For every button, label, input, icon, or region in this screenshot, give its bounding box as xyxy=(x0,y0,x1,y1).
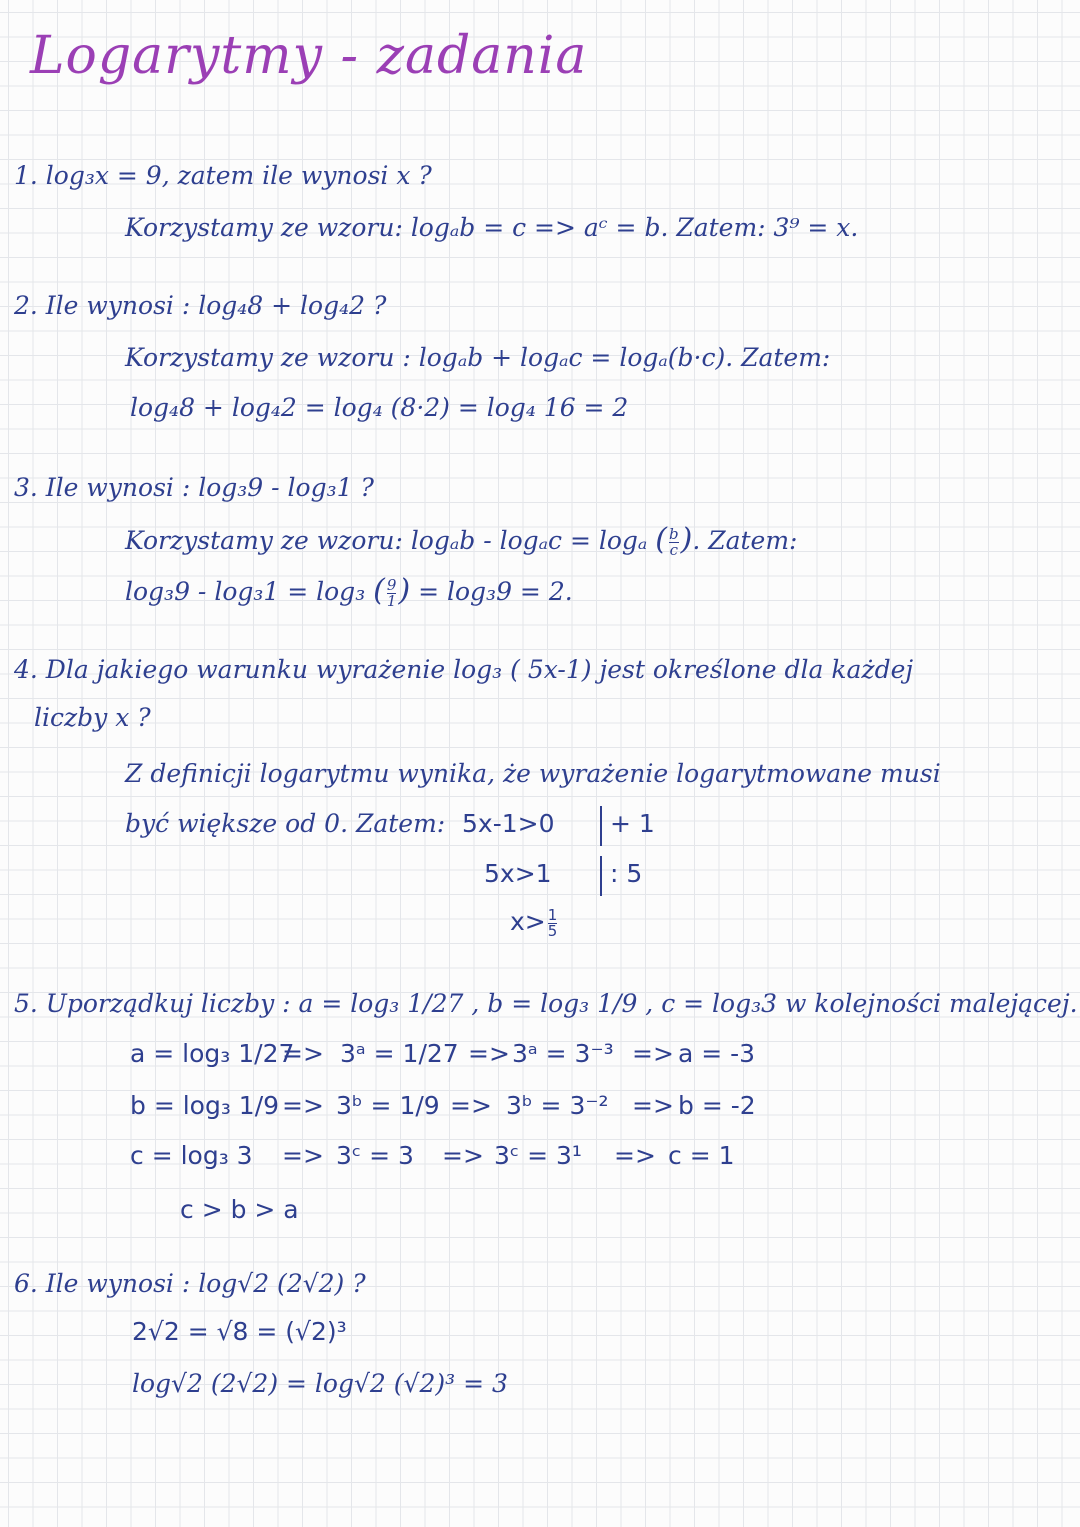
task4-question-line2: liczby x ? xyxy=(34,703,151,732)
row-a-power: 3ᵃ = 3⁻³ xyxy=(512,1039,614,1068)
row-c-arrow-3: => xyxy=(614,1141,656,1170)
task3-question: 3. Ile wynosi : log₃9 - log₃1 ? xyxy=(14,473,374,502)
row-b-arrow-2: => xyxy=(450,1091,492,1120)
task6-step1: 2√2 = √8 = (√2)³ xyxy=(132,1317,347,1346)
row-b-result: b = -2 xyxy=(678,1091,756,1120)
task2-formula: Korzystamy ze wzoru : logₐb + logₐc = logₐ(b·c). Zatem: xyxy=(125,343,831,372)
row-b-exp: 3ᵇ = 1/9 xyxy=(336,1091,440,1120)
task4-explain-line1: Z definicji logarytmu wynika, że wyrażenie logarytmowane musi xyxy=(125,759,941,788)
task3-formula-fraction xyxy=(669,527,679,558)
row-b-def: b = log₃ 1/9 xyxy=(130,1091,280,1120)
task3-calc: log₃9 - log₃1 = log₃ ( $\frac{9}{1}$ ) = log₃9 = 2. xyxy=(125,573,573,610)
task1-solution: Korzystamy ze wzoru: logₐb = c => aᶜ = b. Zatem: 3⁹ = x. xyxy=(125,213,859,242)
row-a-arrow-2: => xyxy=(468,1039,510,1068)
task3-formula-end: . Zatem: xyxy=(692,526,798,555)
row-c-result: c = 1 xyxy=(668,1141,735,1170)
task3-calc-end: = log₃9 = 2. xyxy=(418,577,573,606)
task6-step2: log√2 (2√2) = log√2 (√2)³ = 3 xyxy=(132,1369,508,1398)
task4-op1: + 1 xyxy=(610,809,655,838)
row-c-exp: 3ᶜ = 3 xyxy=(336,1141,414,1170)
row-a-result: a = -3 xyxy=(678,1039,756,1068)
row-b-power: 3ᵇ = 3⁻² xyxy=(506,1091,609,1120)
page-title: Logarytmy - zadania xyxy=(30,26,588,86)
task4-divider-1 xyxy=(600,806,602,846)
task4-divider-2 xyxy=(600,856,602,896)
task2-question: 2. Ile wynosi : log₄8 + log₄2 ? xyxy=(14,291,387,320)
task2-calc: log₄8 + log₄2 = log₄ (8·2) = log₄ 16 = 2 xyxy=(130,393,629,422)
fraction-denominator: 1 xyxy=(386,592,397,610)
task5-order: c > b > a xyxy=(180,1195,299,1224)
row-b-arrow-1: => xyxy=(282,1091,324,1120)
row-c-arrow-1: => xyxy=(282,1141,324,1170)
task3-formula: Korzystamy ze wzoru: logₐb - logₐc = logₐ ( $\frac{b}{c}$ ). Zatem: xyxy=(125,522,798,559)
fraction-numerator: 1 xyxy=(547,905,558,924)
row-c-def: c = log₃ 3 xyxy=(130,1141,253,1170)
task4-explain-line2: być większe od 0. Zatem: xyxy=(125,809,446,838)
task3-calc-start: log₃9 - log₃1 = log₃ xyxy=(125,577,366,606)
fraction-numerator: b xyxy=(669,525,679,543)
task6-question: 6. Ile wynosi : log√2 (2√2) ? xyxy=(14,1269,366,1298)
task4-step2: 5x>1 xyxy=(484,859,552,888)
row-c-power: 3ᶜ = 3¹ xyxy=(494,1141,582,1170)
fraction-denominator: 5 xyxy=(547,921,558,940)
task5-question: 5. Uporządkuj liczby : a = log₃ 1/27 , b = log₃ 1/9 , c = log₃3 w kolejności malejącej. xyxy=(14,989,1078,1018)
task4-step3 xyxy=(510,906,559,939)
row-a-exp: 3ᵃ = 1/27 xyxy=(340,1039,459,1068)
row-c-arrow-2: => xyxy=(442,1141,484,1170)
fraction-denominator: c xyxy=(669,541,678,559)
task3-calc-fraction xyxy=(387,578,397,609)
task4-step3-start: x> xyxy=(510,907,546,936)
task4-question-line1: 4. Dla jakiego warunku wyrażenie log₃ ( 5x-1) jest określone dla każdej xyxy=(14,655,914,684)
row-a-arrow-1: => xyxy=(282,1039,324,1068)
row-a-arrow-3: => xyxy=(632,1039,674,1068)
task1-question: 1. log₃x = 9, zatem ile wynosi x ? xyxy=(14,161,432,190)
task4-op2: : 5 xyxy=(610,859,643,888)
task4-step1: 5x-1>0 xyxy=(462,809,555,838)
fraction-numerator: 9 xyxy=(386,576,397,594)
task3-formula-start: Korzystamy ze wzoru: logₐb - logₐc = logₐ xyxy=(125,526,648,555)
task4-step3-fraction xyxy=(547,905,558,940)
row-a-def: a = log₃ 1/27 xyxy=(130,1039,295,1068)
row-b-arrow-3: => xyxy=(632,1091,674,1120)
